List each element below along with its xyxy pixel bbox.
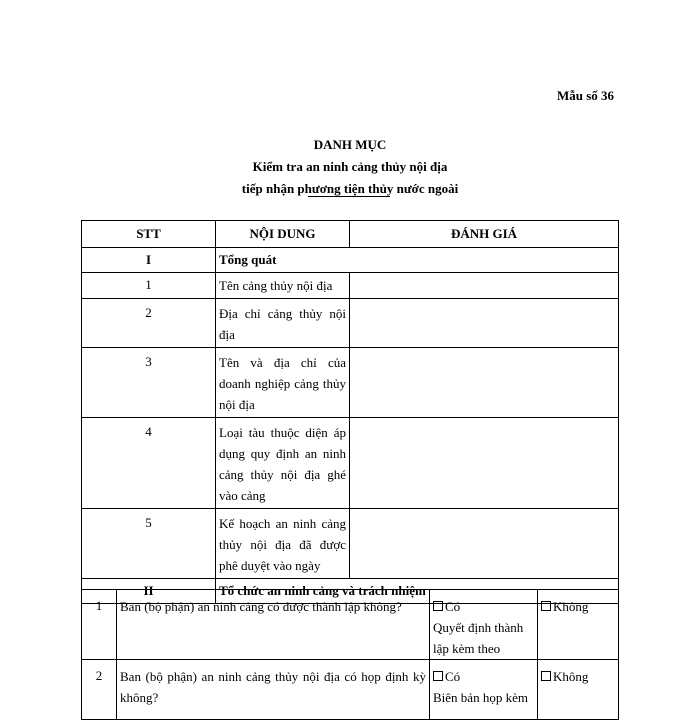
- header-stt: STT: [82, 221, 216, 248]
- checkbox-icon[interactable]: [433, 671, 443, 681]
- row-assessment-cell[interactable]: [350, 509, 619, 579]
- table-row: [82, 299, 619, 348]
- section-row: [82, 248, 619, 273]
- table-header-row: [82, 221, 619, 248]
- row-question: Ban (bộ phận) an ninh cảng có được thành lập không?: [117, 590, 430, 660]
- option-yes[interactable]: [430, 590, 538, 660]
- option-yes[interactable]: [430, 660, 538, 720]
- header-assessment: ĐÁNH GIÁ: [350, 221, 619, 248]
- option-yes-label: Có: [445, 669, 461, 684]
- row-assessment-cell[interactable]: [350, 418, 619, 509]
- row-number: 2: [82, 299, 216, 348]
- option-yes-note: Quyết định thành lập kèm theo: [433, 620, 524, 656]
- section-title: Tổ chức an ninh cảng và trách nhiệm: [216, 579, 619, 604]
- table-row: [82, 509, 619, 579]
- option-no[interactable]: [538, 590, 619, 660]
- checklist-table-organization: [81, 589, 619, 720]
- row-assessment-cell[interactable]: [350, 299, 619, 348]
- row-content: Loại tàu thuộc diện áp dụng quy định an ninh cảng thủy nội địa ghé vào cảng: [216, 418, 350, 509]
- row-content: Tên và địa chỉ của doanh nghiệp cảng thủy nội địa: [216, 348, 350, 418]
- table-row: [82, 590, 619, 660]
- table-row: [82, 348, 619, 418]
- table-row: [82, 660, 619, 720]
- table-row: [82, 418, 619, 509]
- table-row: [82, 273, 619, 299]
- row-number: 3: [82, 348, 216, 418]
- title-line-1: DANH MỤC: [313, 137, 387, 152]
- checkbox-icon[interactable]: [433, 601, 443, 611]
- section-title: Tổng quát: [216, 248, 619, 273]
- row-number: 5: [82, 509, 216, 579]
- row-number: 1: [82, 590, 117, 660]
- option-yes-note: Biên bản họp kèm: [433, 690, 528, 705]
- row-number: 1: [82, 273, 216, 299]
- row-content: Địa chỉ cảng thủy nội địa: [216, 299, 350, 348]
- row-assessment-cell[interactable]: [350, 348, 619, 418]
- checklist-table-general: [81, 220, 619, 604]
- header-content: NỘI DUNG: [216, 221, 350, 248]
- option-no-label: Không: [553, 669, 589, 684]
- row-question: Ban (bộ phận) an ninh cảng thủy nội địa có họp định kỳ không?: [117, 660, 430, 720]
- checkbox-icon[interactable]: [541, 601, 551, 611]
- option-yes-label: Có: [445, 599, 461, 614]
- row-number: 4: [82, 418, 216, 509]
- section-number: II: [82, 579, 216, 604]
- title-line-2: Kiểm tra an ninh cảng thủy nội địa: [252, 159, 448, 174]
- option-no-label: Không: [553, 599, 589, 614]
- title-line-3: tiếp nhận phương tiện thủy nước ngoài: [241, 181, 459, 196]
- row-assessment-cell[interactable]: [350, 273, 619, 299]
- checkbox-icon[interactable]: [541, 671, 551, 681]
- option-no[interactable]: [538, 660, 619, 720]
- title-underline: [308, 196, 390, 197]
- form-number: Mẫu số 36: [556, 88, 614, 103]
- row-number: 2: [82, 660, 117, 720]
- section-number: I: [82, 248, 216, 273]
- row-content: Tên cảng thủy nội địa: [216, 273, 350, 299]
- row-content: Kế hoạch an ninh cảng thủy nội địa đã được phê duyệt vào ngày: [216, 509, 350, 579]
- document-title: [0, 134, 700, 200]
